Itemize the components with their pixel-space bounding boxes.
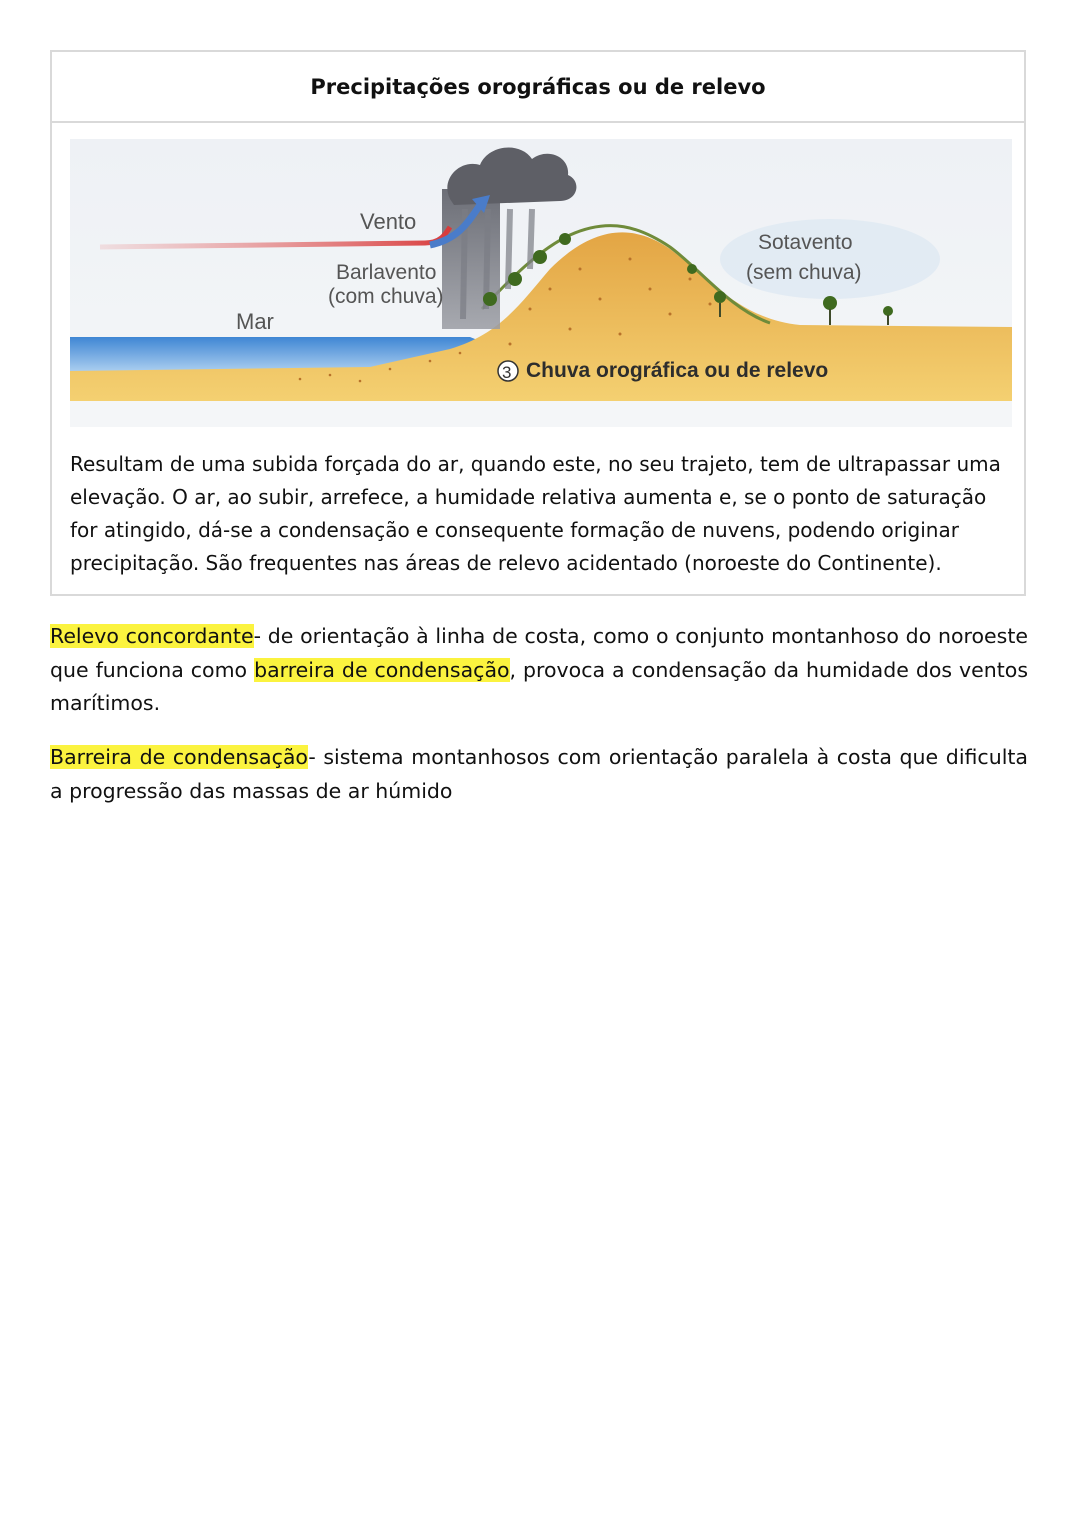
windward-note: (com chuva): [328, 285, 444, 308]
paragraph-relevo-concordante: [50, 620, 1028, 721]
paragraph-text: , provoca a condensação da humidade dos ventos marítimos.: [50, 657, 1028, 715]
windward-label: Barlavento: [336, 261, 437, 284]
paragraph-text: - de orientação à linha de costa, como o conjunto montanhoso do noroeste que funciona como: [50, 624, 1028, 682]
step-badge-number: 3: [502, 363, 512, 382]
highlighted-term: barreira de condensação: [254, 657, 510, 682]
highlighted-term: Relevo concordante: [50, 624, 254, 648]
paragraph-text: - sistema montanhosos com orientação paralela à costa que dificulta a progressão das massas de ar húmido: [50, 745, 1028, 803]
leeward-note: (sem chuva): [746, 261, 862, 284]
highlighted-term: Barreira de condensação: [50, 745, 309, 769]
diagram-caption: Chuva orográfica ou de relevo: [526, 359, 829, 382]
sea-label: Mar: [236, 309, 274, 334]
leeward-label: Sotavento: [758, 231, 853, 254]
wind-label: Vento: [360, 209, 417, 234]
card-description: Resultam de uma subida forçada do ar, quando este, no seu trajeto, tem de ultrapassar uma elevação. O ar, ao subir, arrefece, a humidade relativa aumenta e, se o ponto de saturação for atingido, dá-se a condensação e consequente formação de nuvens, podendo originar precipitação. São frequentes nas áreas de relevo acidentado (noroeste do Continente).: [70, 452, 1001, 575]
paragraph-barreira-condensacao: [50, 741, 1028, 808]
info-card: [50, 50, 1026, 596]
orographic-rain-diagram: [70, 139, 1012, 427]
card-title: Precipitações orográficas ou de relevo: [52, 52, 1024, 123]
